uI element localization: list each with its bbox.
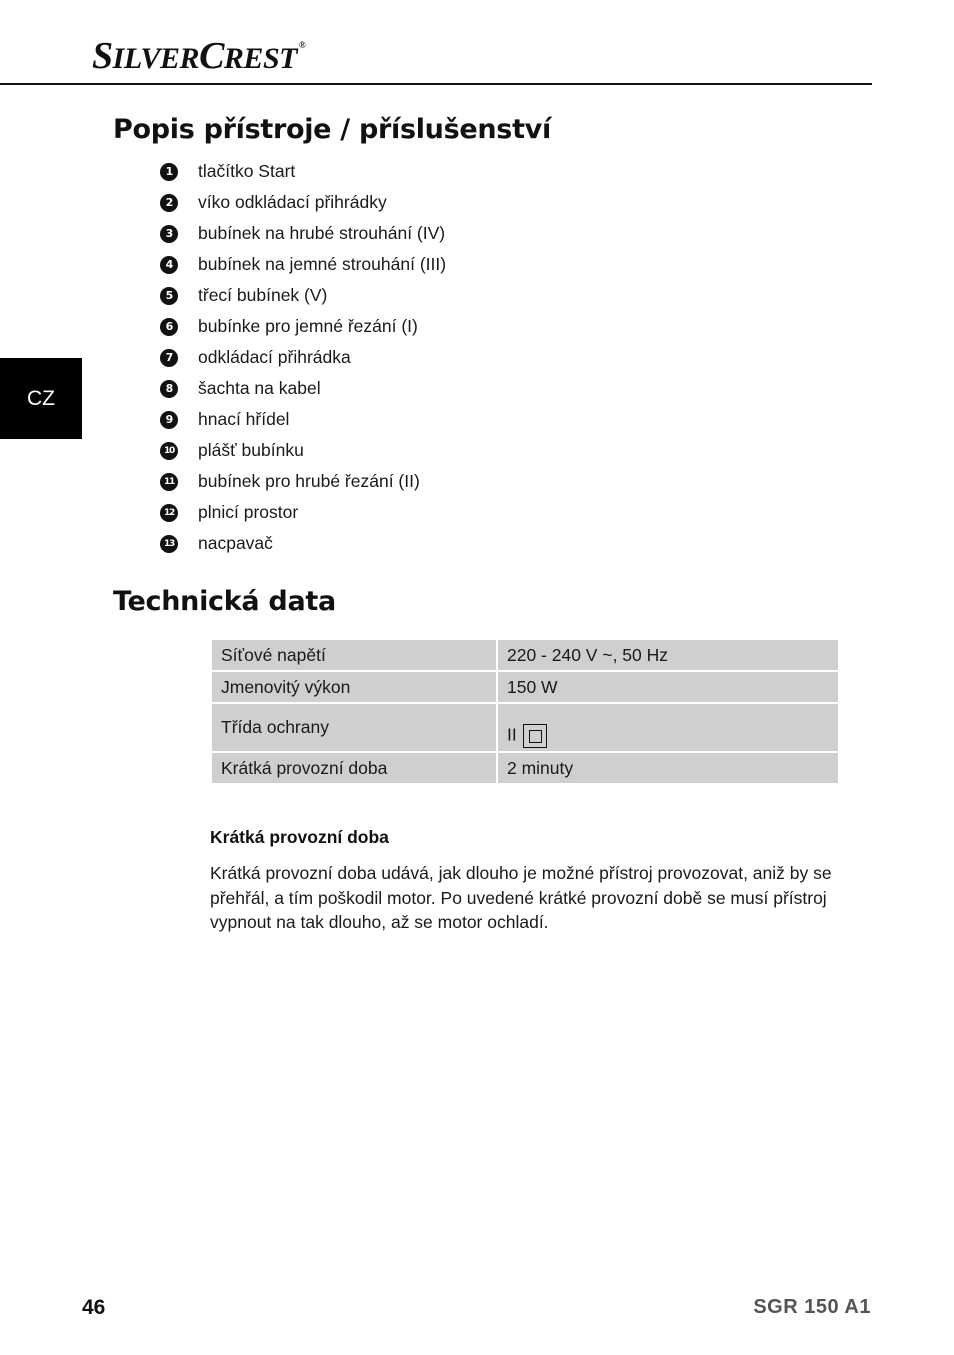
table-cell-value (498, 704, 838, 751)
model-name: SGR 150 A1 (753, 1296, 871, 1318)
tech-data-heading: Technická data (113, 586, 336, 617)
table-cell-value: 150 W (498, 672, 838, 702)
list-item (160, 218, 446, 249)
item-number: 3 (160, 225, 178, 243)
logo-letter: S (92, 35, 113, 77)
table-cell-value: 2 minuty (498, 753, 838, 783)
logo-letter: C (199, 35, 224, 77)
short-operation-text: Krátká provozní doba udává, jak dlouho je možné přístroj provozovat, aniž by se přehřál, a tím poškodil motor. Po uvedené krátké provozní době se musí přístroj vypnout na tak dlouho, až se motor ochladí. (210, 863, 832, 932)
item-label: bubínke pro jemné řezání (I) (198, 316, 418, 336)
list-item (160, 373, 446, 404)
short-operation-heading: Krátká provozní doba (210, 827, 389, 847)
item-label: tlačítko Start (198, 161, 296, 181)
language-tab: CZ (0, 358, 82, 439)
list-item (160, 404, 446, 435)
list-item (160, 156, 446, 187)
table-cell-value: 220 - 240 V ~, 50 Hz (498, 640, 838, 670)
item-number: 6 (160, 318, 178, 336)
protection-class-value: II (507, 724, 517, 745)
item-number: 8 (160, 380, 178, 398)
item-number: 4 (160, 256, 178, 274)
list-item (160, 497, 446, 528)
logo-text: ILVER (112, 42, 200, 75)
item-label: hnací hřídel (198, 409, 290, 429)
item-number: 2 (160, 194, 178, 212)
item-label: bubínek na jemné strouhání (III) (198, 254, 447, 274)
table-row (212, 704, 838, 751)
item-number: 10 (160, 442, 178, 460)
list-item (160, 466, 446, 497)
parts-heading: Popis přístroje / příslušenství (113, 114, 551, 145)
brand-logo (92, 34, 305, 78)
table-cell-label: Síťové napětí (212, 640, 496, 670)
item-label: plnicí prostor (198, 502, 299, 522)
item-label: nacpavač (198, 533, 273, 553)
double-insulation-icon (523, 724, 547, 748)
item-label: bubínek na hrubé strouhání (IV) (198, 223, 446, 243)
item-number: 1 (160, 163, 178, 181)
item-number: 5 (160, 287, 178, 305)
header-rule (0, 83, 872, 85)
logo-text: REST (223, 42, 297, 75)
item-label: plášť bubínku (198, 440, 304, 460)
table-row (212, 753, 838, 783)
item-number: 9 (160, 411, 178, 429)
page-number: 46 (82, 1296, 106, 1319)
item-label: bubínek pro hrubé řezání (II) (198, 471, 420, 491)
item-number: 7 (160, 349, 178, 367)
list-item (160, 528, 446, 559)
table-row (212, 672, 838, 702)
list-item (160, 435, 446, 466)
item-number: 13 (160, 535, 178, 553)
item-label: odkládací přihrádka (198, 347, 351, 367)
list-item (160, 280, 446, 311)
table-cell-label: Třída ochrany (212, 704, 496, 751)
list-item (160, 342, 446, 373)
table-row (212, 640, 838, 670)
table-cell-label: Jmenovitý výkon (212, 672, 496, 702)
tech-data-table (210, 638, 840, 785)
item-label: víko odkládací přihrádky (198, 192, 387, 212)
list-item (160, 311, 446, 342)
list-item (160, 249, 446, 280)
item-label: šachta na kabel (198, 378, 321, 398)
parts-list (160, 156, 446, 559)
registered-mark: ® (298, 40, 306, 50)
table-cell-label: Krátká provozní doba (212, 753, 496, 783)
item-number: 12 (160, 504, 178, 522)
item-number: 11 (160, 473, 178, 491)
list-item (160, 187, 446, 218)
item-label: třecí bubínek (V) (198, 285, 328, 305)
